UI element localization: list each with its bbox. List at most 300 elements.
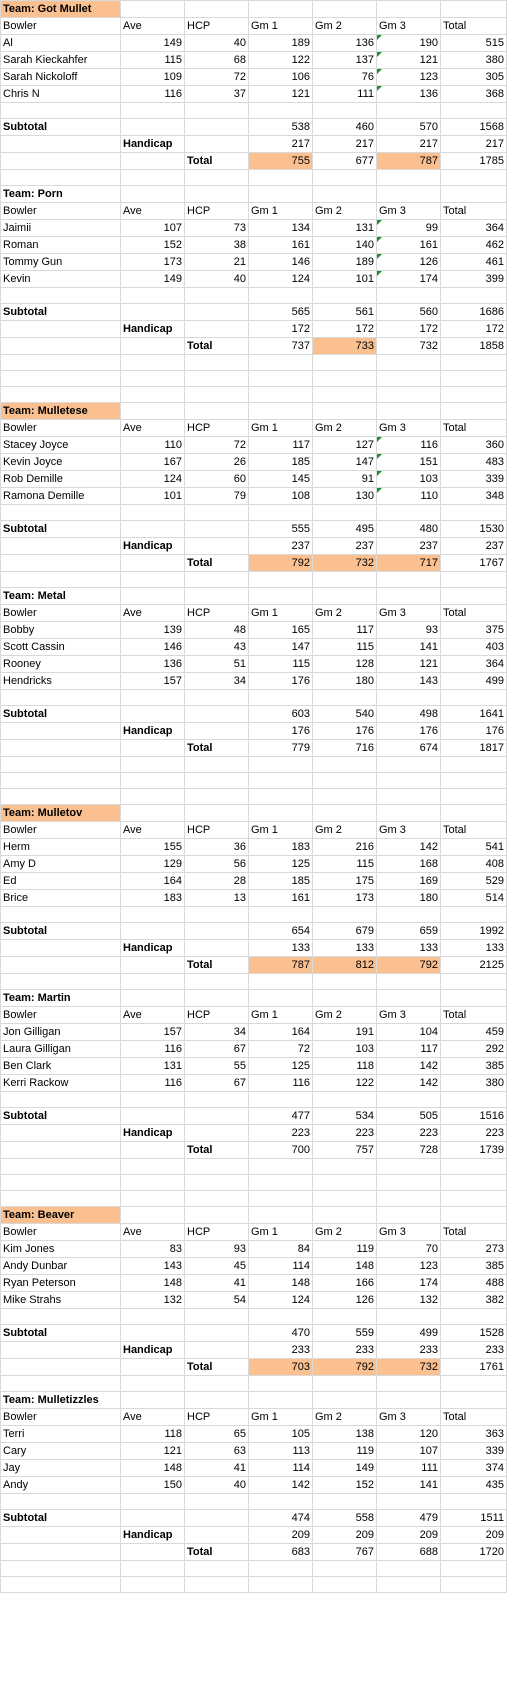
series-subtotal[interactable]: 1686 [441, 304, 507, 321]
bowler-average[interactable]: 148 [121, 1275, 185, 1292]
empty-cell[interactable] [121, 690, 185, 706]
game-1-score[interactable]: 108 [249, 488, 313, 505]
game-1-score[interactable]: 183 [249, 839, 313, 856]
empty-cell[interactable] [313, 288, 377, 304]
bowler-handicap[interactable]: 40 [185, 271, 249, 288]
bowler-average[interactable]: 157 [121, 673, 185, 690]
empty-cell[interactable] [1, 321, 121, 338]
empty-cell[interactable] [249, 403, 313, 420]
empty-cell[interactable] [313, 1577, 377, 1593]
gm1-header[interactable]: Gm 1 [249, 18, 313, 35]
subtotal-label[interactable]: Subtotal [1, 119, 121, 136]
empty-cell[interactable] [185, 288, 249, 304]
empty-cell[interactable] [185, 1191, 249, 1207]
empty-cell[interactable] [1, 940, 121, 957]
empty-cell[interactable] [441, 1159, 507, 1175]
empty-cell[interactable] [377, 1207, 441, 1224]
game-3-handicap[interactable]: 209 [377, 1527, 441, 1544]
team-name[interactable]: Team: Metal [1, 588, 121, 605]
empty-cell[interactable] [441, 974, 507, 990]
empty-cell[interactable] [121, 403, 185, 420]
bowler-handicap[interactable]: 48 [185, 622, 249, 639]
empty-cell[interactable] [121, 1376, 185, 1392]
empty-cell[interactable] [121, 1207, 185, 1224]
game-2-subtotal[interactable]: 495 [313, 521, 377, 538]
empty-cell[interactable] [377, 690, 441, 706]
ave-header[interactable]: Ave [121, 18, 185, 35]
empty-cell[interactable] [313, 1159, 377, 1175]
empty-cell[interactable] [377, 974, 441, 990]
bowler-average[interactable]: 173 [121, 254, 185, 271]
empty-cell[interactable] [313, 170, 377, 186]
empty-cell[interactable] [121, 288, 185, 304]
game-2-score[interactable]: 149 [313, 1460, 377, 1477]
empty-cell[interactable] [441, 186, 507, 203]
game-1-score[interactable]: 125 [249, 856, 313, 873]
handicap-label[interactable]: Handicap [121, 1342, 185, 1359]
empty-cell[interactable] [185, 186, 249, 203]
bowler-average[interactable]: 148 [121, 1460, 185, 1477]
bowler-total[interactable]: 380 [441, 1075, 507, 1092]
empty-cell[interactable] [121, 1309, 185, 1325]
series-total[interactable]: 1858 [441, 338, 507, 355]
empty-cell[interactable] [313, 805, 377, 822]
empty-cell[interactable] [441, 1, 507, 18]
series-subtotal[interactable]: 1641 [441, 706, 507, 723]
empty-cell[interactable] [185, 1, 249, 18]
hcp-header[interactable]: HCP [185, 605, 249, 622]
bowler-handicap[interactable]: 72 [185, 69, 249, 86]
game-1-subtotal[interactable]: 474 [249, 1510, 313, 1527]
bowler-name[interactable]: Ed [1, 873, 121, 890]
empty-cell[interactable] [185, 1561, 249, 1577]
empty-cell[interactable] [377, 907, 441, 923]
bowler-total[interactable]: 403 [441, 639, 507, 656]
empty-cell[interactable] [185, 371, 249, 387]
bowler-handicap[interactable]: 41 [185, 1460, 249, 1477]
series-handicap[interactable]: 217 [441, 136, 507, 153]
empty-cell[interactable] [377, 1392, 441, 1409]
empty-cell[interactable] [121, 304, 185, 321]
bowler-total[interactable]: 292 [441, 1041, 507, 1058]
empty-cell[interactable] [121, 1561, 185, 1577]
bowler-name[interactable]: Herm [1, 839, 121, 856]
game-1-score[interactable]: 189 [249, 35, 313, 52]
bowler-handicap[interactable]: 21 [185, 254, 249, 271]
game-1-handicap[interactable]: 233 [249, 1342, 313, 1359]
game-2-subtotal[interactable]: 679 [313, 923, 377, 940]
game-2-total[interactable]: 716 [313, 740, 377, 757]
game-2-handicap[interactable]: 133 [313, 940, 377, 957]
empty-cell[interactable] [313, 690, 377, 706]
game-2-handicap[interactable]: 223 [313, 1125, 377, 1142]
series-handicap[interactable]: 233 [441, 1342, 507, 1359]
bowler-total[interactable]: 339 [441, 1443, 507, 1460]
bowler-handicap[interactable]: 51 [185, 656, 249, 673]
empty-cell[interactable] [1, 1359, 121, 1376]
bowler-total[interactable]: 385 [441, 1058, 507, 1075]
game-3-total[interactable]: 688 [377, 1544, 441, 1561]
empty-cell[interactable] [121, 119, 185, 136]
game-3-score[interactable]: 142 [377, 839, 441, 856]
bowler-name[interactable]: Andy Dunbar [1, 1258, 121, 1275]
empty-cell[interactable] [249, 690, 313, 706]
bowler-average[interactable]: 101 [121, 488, 185, 505]
game-3-total[interactable]: 787 [377, 153, 441, 170]
bowler-average[interactable]: 183 [121, 890, 185, 907]
empty-cell[interactable] [1, 1527, 121, 1544]
game-2-score[interactable]: 117 [313, 622, 377, 639]
empty-cell[interactable] [121, 1142, 185, 1159]
game-3-subtotal[interactable]: 560 [377, 304, 441, 321]
subtotal-label[interactable]: Subtotal [1, 1108, 121, 1125]
empty-cell[interactable] [1, 1159, 121, 1175]
empty-cell[interactable] [313, 974, 377, 990]
bowler-handicap[interactable]: 34 [185, 673, 249, 690]
bowler-handicap[interactable]: 37 [185, 86, 249, 103]
game-1-subtotal[interactable]: 565 [249, 304, 313, 321]
empty-cell[interactable] [121, 153, 185, 170]
game-2-score[interactable]: 138 [313, 1426, 377, 1443]
empty-cell[interactable] [377, 572, 441, 588]
game-3-score[interactable]: 104 [377, 1024, 441, 1041]
game-2-score[interactable]: 152 [313, 1477, 377, 1494]
team-name[interactable]: Team: Got Mullet [1, 1, 121, 18]
bowler-name[interactable]: Ben Clark [1, 1058, 121, 1075]
game-1-handicap[interactable]: 176 [249, 723, 313, 740]
empty-cell[interactable] [377, 1577, 441, 1593]
series-total[interactable]: 1785 [441, 153, 507, 170]
empty-cell[interactable] [1, 1544, 121, 1561]
empty-cell[interactable] [185, 1510, 249, 1527]
game-3-handicap[interactable]: 133 [377, 940, 441, 957]
game-3-subtotal[interactable]: 499 [377, 1325, 441, 1342]
empty-cell[interactable] [1, 371, 121, 387]
bowler-average[interactable]: 157 [121, 1024, 185, 1041]
game-3-subtotal[interactable]: 498 [377, 706, 441, 723]
bowler-name[interactable]: Sarah Nickoloff [1, 69, 121, 86]
team-name[interactable]: Team: Mulletese [1, 403, 121, 420]
series-subtotal[interactable]: 1568 [441, 119, 507, 136]
game-1-score[interactable]: 121 [249, 86, 313, 103]
ave-header[interactable]: Ave [121, 605, 185, 622]
series-subtotal[interactable]: 1528 [441, 1325, 507, 1342]
empty-cell[interactable] [121, 990, 185, 1007]
bowler-name[interactable]: Laura Gilligan [1, 1041, 121, 1058]
empty-cell[interactable] [121, 355, 185, 371]
bowler-name[interactable]: Roman [1, 237, 121, 254]
game-1-handicap[interactable]: 133 [249, 940, 313, 957]
game-1-handicap[interactable]: 237 [249, 538, 313, 555]
empty-cell[interactable] [121, 555, 185, 572]
empty-cell[interactable] [377, 1191, 441, 1207]
bowler-average[interactable]: 132 [121, 1292, 185, 1309]
series-subtotal[interactable]: 1992 [441, 923, 507, 940]
empty-cell[interactable] [185, 706, 249, 723]
game-3-total[interactable]: 717 [377, 555, 441, 572]
empty-cell[interactable] [441, 1376, 507, 1392]
empty-cell[interactable] [1, 1175, 121, 1191]
game-3-score[interactable]: 180 [377, 890, 441, 907]
empty-cell[interactable] [1, 957, 121, 974]
ave-header[interactable]: Ave [121, 822, 185, 839]
empty-cell[interactable] [249, 1392, 313, 1409]
bowler-name[interactable]: Kim Jones [1, 1241, 121, 1258]
empty-cell[interactable] [1, 907, 121, 923]
game-1-score[interactable]: 115 [249, 656, 313, 673]
game-2-handicap[interactable]: 209 [313, 1527, 377, 1544]
empty-cell[interactable] [1, 136, 121, 153]
empty-cell[interactable] [185, 119, 249, 136]
hcp-header[interactable]: HCP [185, 203, 249, 220]
bowler-average[interactable]: 167 [121, 454, 185, 471]
total-label[interactable]: Total [185, 1359, 249, 1376]
empty-cell[interactable] [1, 773, 121, 789]
empty-cell[interactable] [185, 1125, 249, 1142]
game-1-score[interactable]: 113 [249, 1443, 313, 1460]
hcp-header[interactable]: HCP [185, 18, 249, 35]
game-2-score[interactable]: 137 [313, 52, 377, 69]
gm2-header[interactable]: Gm 2 [313, 18, 377, 35]
ave-header[interactable]: Ave [121, 1224, 185, 1241]
game-3-score[interactable]: 116 [377, 437, 441, 454]
game-3-score[interactable]: 190 [377, 35, 441, 52]
bowler-average[interactable]: 152 [121, 237, 185, 254]
game-2-score[interactable]: 175 [313, 873, 377, 890]
empty-cell[interactable] [249, 1309, 313, 1325]
gm2-header[interactable]: Gm 2 [313, 605, 377, 622]
hcp-header[interactable]: HCP [185, 1224, 249, 1241]
empty-cell[interactable] [185, 521, 249, 538]
bowler-name[interactable]: Jay [1, 1460, 121, 1477]
gm2-header[interactable]: Gm 2 [313, 822, 377, 839]
team-name[interactable]: Team: Mulletizzles [1, 1392, 121, 1409]
empty-cell[interactable] [121, 338, 185, 355]
hcp-header[interactable]: HCP [185, 1007, 249, 1024]
game-3-subtotal[interactable]: 505 [377, 1108, 441, 1125]
bowler-average[interactable]: 139 [121, 622, 185, 639]
empty-cell[interactable] [1, 789, 121, 805]
game-3-handicap[interactable]: 233 [377, 1342, 441, 1359]
empty-cell[interactable] [121, 789, 185, 805]
total-header[interactable]: Total [441, 203, 507, 220]
empty-cell[interactable] [249, 1175, 313, 1191]
bowler-total[interactable]: 483 [441, 454, 507, 471]
bowler-name[interactable]: Jaimii [1, 220, 121, 237]
bowler-header[interactable]: Bowler [1, 203, 121, 220]
gm2-header[interactable]: Gm 2 [313, 203, 377, 220]
gm3-header[interactable]: Gm 3 [377, 1409, 441, 1426]
gm2-header[interactable]: Gm 2 [313, 1007, 377, 1024]
game-2-score[interactable]: 131 [313, 220, 377, 237]
game-2-total[interactable]: 812 [313, 957, 377, 974]
empty-cell[interactable] [121, 923, 185, 940]
game-3-total[interactable]: 728 [377, 1142, 441, 1159]
empty-cell[interactable] [377, 1092, 441, 1108]
empty-cell[interactable] [313, 588, 377, 605]
bowler-average[interactable]: 131 [121, 1058, 185, 1075]
gm1-header[interactable]: Gm 1 [249, 420, 313, 437]
series-handicap[interactable]: 209 [441, 1527, 507, 1544]
handicap-label[interactable]: Handicap [121, 940, 185, 957]
bowler-name[interactable]: Amy D [1, 856, 121, 873]
game-2-score[interactable]: 115 [313, 856, 377, 873]
game-1-score[interactable]: 84 [249, 1241, 313, 1258]
game-3-score[interactable]: 123 [377, 69, 441, 86]
bowler-handicap[interactable]: 63 [185, 1443, 249, 1460]
empty-cell[interactable] [313, 186, 377, 203]
bowler-handicap[interactable]: 67 [185, 1075, 249, 1092]
bowler-total[interactable]: 499 [441, 673, 507, 690]
bowler-average[interactable]: 149 [121, 35, 185, 52]
empty-cell[interactable] [377, 170, 441, 186]
empty-cell[interactable] [1, 1142, 121, 1159]
empty-cell[interactable] [313, 990, 377, 1007]
series-subtotal[interactable]: 1530 [441, 521, 507, 538]
bowler-total[interactable]: 375 [441, 622, 507, 639]
game-3-handicap[interactable]: 217 [377, 136, 441, 153]
empty-cell[interactable] [377, 757, 441, 773]
empty-cell[interactable] [249, 588, 313, 605]
bowler-handicap[interactable]: 73 [185, 220, 249, 237]
game-2-score[interactable]: 111 [313, 86, 377, 103]
empty-cell[interactable] [441, 1191, 507, 1207]
empty-cell[interactable] [313, 1494, 377, 1510]
empty-cell[interactable] [441, 690, 507, 706]
bowler-handicap[interactable]: 55 [185, 1058, 249, 1075]
game-1-total[interactable]: 779 [249, 740, 313, 757]
game-1-score[interactable]: 124 [249, 271, 313, 288]
empty-cell[interactable] [313, 1561, 377, 1577]
empty-cell[interactable] [121, 588, 185, 605]
empty-cell[interactable] [1, 974, 121, 990]
ave-header[interactable]: Ave [121, 420, 185, 437]
bowler-total[interactable]: 368 [441, 86, 507, 103]
empty-cell[interactable] [313, 1392, 377, 1409]
gm3-header[interactable]: Gm 3 [377, 1224, 441, 1241]
game-3-total[interactable]: 732 [377, 338, 441, 355]
empty-cell[interactable] [313, 757, 377, 773]
subtotal-label[interactable]: Subtotal [1, 521, 121, 538]
empty-cell[interactable] [249, 990, 313, 1007]
bowler-total[interactable]: 380 [441, 52, 507, 69]
handicap-label[interactable]: Handicap [121, 1527, 185, 1544]
empty-cell[interactable] [121, 1510, 185, 1527]
empty-cell[interactable] [249, 1494, 313, 1510]
empty-cell[interactable] [377, 387, 441, 403]
empty-cell[interactable] [1, 1092, 121, 1108]
game-1-score[interactable]: 106 [249, 69, 313, 86]
game-3-total[interactable]: 732 [377, 1359, 441, 1376]
bowler-average[interactable]: 109 [121, 69, 185, 86]
game-3-score[interactable]: 141 [377, 639, 441, 656]
bowler-handicap[interactable]: 36 [185, 839, 249, 856]
empty-cell[interactable] [121, 1325, 185, 1342]
game-2-score[interactable]: 122 [313, 1075, 377, 1092]
game-3-score[interactable]: 168 [377, 856, 441, 873]
empty-cell[interactable] [249, 505, 313, 521]
empty-cell[interactable] [1, 505, 121, 521]
empty-cell[interactable] [377, 789, 441, 805]
subtotal-label[interactable]: Subtotal [1, 1510, 121, 1527]
empty-cell[interactable] [121, 572, 185, 588]
bowler-name[interactable]: Terri [1, 1426, 121, 1443]
bowler-handicap[interactable]: 40 [185, 1477, 249, 1494]
empty-cell[interactable] [313, 1207, 377, 1224]
empty-cell[interactable] [441, 505, 507, 521]
empty-cell[interactable] [377, 1494, 441, 1510]
game-1-score[interactable]: 122 [249, 52, 313, 69]
bowler-name[interactable]: Sarah Kieckahfer [1, 52, 121, 69]
bowler-handicap[interactable]: 65 [185, 1426, 249, 1443]
empty-cell[interactable] [441, 103, 507, 119]
game-1-handicap[interactable]: 209 [249, 1527, 313, 1544]
empty-cell[interactable] [121, 1159, 185, 1175]
total-label[interactable]: Total [185, 957, 249, 974]
total-header[interactable]: Total [441, 420, 507, 437]
bowler-header[interactable]: Bowler [1, 1007, 121, 1024]
empty-cell[interactable] [313, 505, 377, 521]
empty-cell[interactable] [185, 974, 249, 990]
empty-cell[interactable] [1, 740, 121, 757]
gm3-header[interactable]: Gm 3 [377, 1007, 441, 1024]
game-2-score[interactable]: 180 [313, 673, 377, 690]
empty-cell[interactable] [121, 1191, 185, 1207]
handicap-label[interactable]: Handicap [121, 1125, 185, 1142]
subtotal-label[interactable]: Subtotal [1, 1325, 121, 1342]
empty-cell[interactable] [185, 789, 249, 805]
empty-cell[interactable] [1, 723, 121, 740]
bowler-total[interactable]: 515 [441, 35, 507, 52]
empty-cell[interactable] [1, 1376, 121, 1392]
game-1-subtotal[interactable]: 654 [249, 923, 313, 940]
empty-cell[interactable] [441, 1561, 507, 1577]
empty-cell[interactable] [1, 1561, 121, 1577]
game-1-score[interactable]: 145 [249, 471, 313, 488]
game-3-score[interactable]: 111 [377, 1460, 441, 1477]
bowler-total[interactable]: 382 [441, 1292, 507, 1309]
empty-cell[interactable] [121, 740, 185, 757]
game-1-score[interactable]: 148 [249, 1275, 313, 1292]
series-total[interactable]: 1761 [441, 1359, 507, 1376]
series-handicap[interactable]: 176 [441, 723, 507, 740]
empty-cell[interactable] [249, 288, 313, 304]
game-2-subtotal[interactable]: 534 [313, 1108, 377, 1125]
game-3-score[interactable]: 161 [377, 237, 441, 254]
series-handicap[interactable]: 237 [441, 538, 507, 555]
empty-cell[interactable] [249, 371, 313, 387]
bowler-total[interactable]: 374 [441, 1460, 507, 1477]
bowler-handicap[interactable]: 67 [185, 1041, 249, 1058]
bowler-header[interactable]: Bowler [1, 1224, 121, 1241]
game-3-score[interactable]: 151 [377, 454, 441, 471]
bowler-handicap[interactable]: 60 [185, 471, 249, 488]
empty-cell[interactable] [121, 706, 185, 723]
empty-cell[interactable] [121, 103, 185, 119]
game-3-score[interactable]: 103 [377, 471, 441, 488]
empty-cell[interactable] [185, 940, 249, 957]
empty-cell[interactable] [121, 757, 185, 773]
bowler-average[interactable]: 121 [121, 1443, 185, 1460]
empty-cell[interactable] [441, 387, 507, 403]
bowler-total[interactable]: 363 [441, 1426, 507, 1443]
empty-cell[interactable] [377, 1309, 441, 1325]
empty-cell[interactable] [1, 572, 121, 588]
game-1-score[interactable]: 142 [249, 1477, 313, 1494]
game-1-total[interactable]: 755 [249, 153, 313, 170]
game-2-score[interactable]: 126 [313, 1292, 377, 1309]
game-1-score[interactable]: 165 [249, 622, 313, 639]
